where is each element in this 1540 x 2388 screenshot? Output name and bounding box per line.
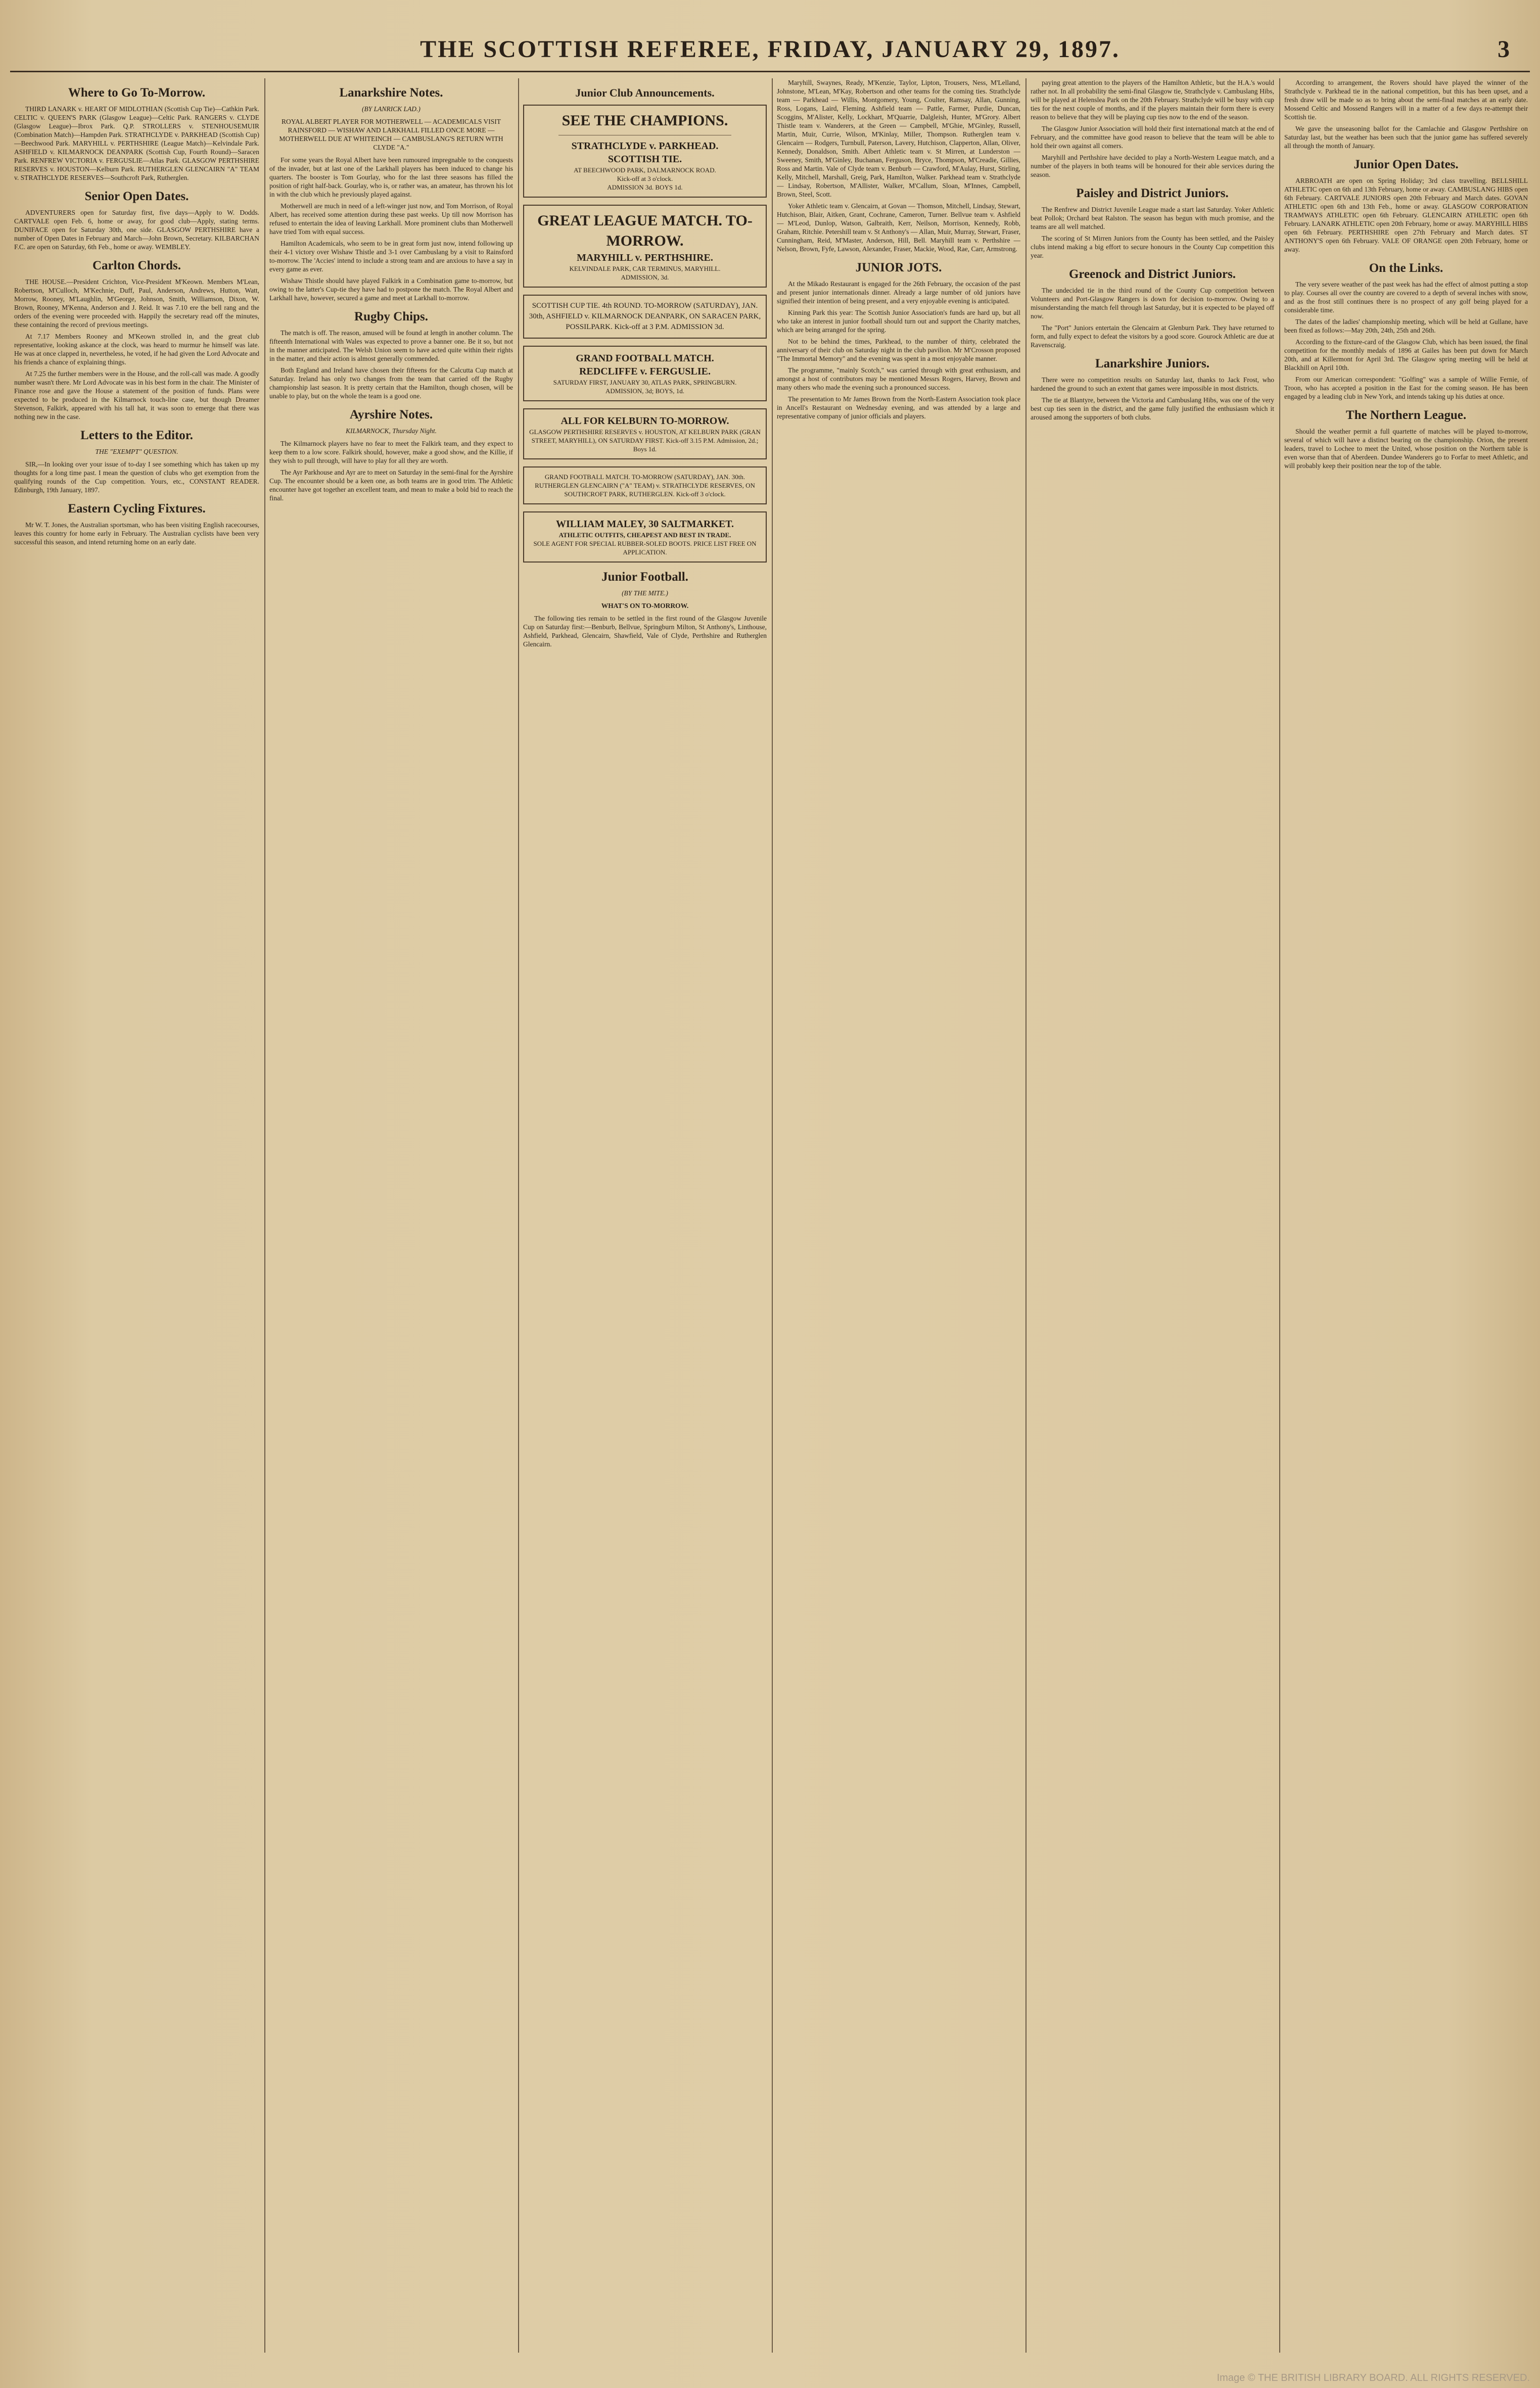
junior-football-lead: WHAT'S ON TO-MORROW.	[601, 602, 689, 610]
carlton-chords-body-3: At 7.25 the further members were in the House, and the roll-call was made. A goodly number wasn't there. Mr Lord Advocate was in his best form in the chair. The Minister of Finance rose and gave the House a statement of the position of funds. Plans were expected to be produced in the Kilmarnock touch-line case, but though Dreamer Stevenson, Falkirk, appeared with his tall hat, it was soon to emerge that there was nothing new in the case.	[14, 370, 259, 420]
advert-headline: GRAND FOOTBALL MATCH.	[576, 353, 714, 364]
advert-teams: STRATHCLYDE v. PARKHEAD.	[571, 141, 719, 152]
heading-carlton-chords: Carlton Chords.	[92, 259, 181, 272]
heading-senior-open-dates: Senior Open Dates.	[84, 190, 189, 203]
advert-text: GLASGOW PERTHSHIRE RESERVES v. HOUSTON, AT KELBURN PARK (GRAN STREET, MARYHILL), ON SATURDAY FIRST. Kick-off 3.15 P.M. Admission, 2d.; Boys 1d.	[529, 428, 761, 453]
advert-admission: ADMISSION 3d. BOYS 1d.	[607, 183, 683, 191]
eastern-cycling-body: Mr W. T. Jones, the Australian sportsman, who has been visiting English racecourses, leaves this country for home early in February. The Australian cyclists have been very successful this season, and intend returning home on an early date.	[14, 521, 259, 546]
column-6-body: According to arrangement, the Rovers should have played the winner of the Strathclyde v. Parkhead tie in the national competition, but this has been upset, and a fresh draw will be made so as to bring about the semi-final matches at an early date. Mossend Celtic and Mossend Rangers will in a matter of a few days re-attempt their Scottish tie.	[1284, 79, 1528, 121]
ayrshire-dateline: KILMARNOCK, Thursday Night.	[345, 427, 437, 435]
links-body: The very severe weather of the past week has had the effect of almost putting a stop to play. Courses all over the country are covered to a depth of several inches with snow, and as the frost still continues there is no prospect of any golf being played for a considerable time.	[1284, 280, 1528, 314]
carlton-chords-body: THE HOUSE.—President Crichton, Vice-President M'Keown. Members M'Lean, Robertson, M'Culloch, M'Kechnie, Duff, Paul, Anderson, Andrews, Hutton, Watt, Morrow, Rooney, M'Laughlin, M'George, Johnson, Smith, Williamson, Dixon, W. Brown, Rooney, M'Kenna, Anderson and J. Reid. It was 7.10 ere the bell rang and the orders of the evening were proceeded with. Happily the secretary read off the minutes, these containing the record of previous meetings.	[14, 278, 259, 329]
rugby-body: The match is off. The reason, amused will be found at length in another column. The fifteenth International with Wales was expected to prove a banner one. Be it so, but not in the manner anticipated. The Welsh Union seem to have acted quite within their rights in the matter, and their action is almost generally commended.	[269, 329, 513, 362]
column-separator	[1025, 78, 1026, 2353]
advert-venue: AT BEECHWOOD PARK, DALMARNOCK ROAD.	[574, 166, 716, 174]
junior-open-dates-body: ARBROATH are open on Spring Holiday; 3rd class travelling. BELLSHILL ATHLETIC open on 6th and 13th February, home or away. CAMBUSLANG HIBS open 6th February. CARTVALE JUNIORS open 20th February and March dates. GOVAN ATHLETIC open 6th and 13th Feb., home or away. GLASGOW CORPORATION TRAMWAYS ATHLETIC open 6th February. GLENCAIRN ATHLETIC open 6th February. LANARK ATHLETIC open 20th February, home or away. MARYHILL HIBS open 6th February. PERTHSHIRE open 27th February and March dates. ST ANTHONY'S open 6th February. VALE OF ORANGE open 20th February, home or away.	[1284, 177, 1528, 253]
advert-headline: SEE THE CHAMPIONS.	[562, 112, 728, 129]
column-separator	[772, 78, 773, 2353]
links-body-4: From our American correspondent: "Golfing" was a sample of Willie Fernie, of Troon, who has accepted a position in the East for the coming season. He has been engaged by a leading club in New York, and intends taking up his duties at once.	[1284, 376, 1528, 400]
column-6	[1284, 78, 1528, 2353]
heading-paisley-juniors: Paisley and District Juniors.	[1076, 186, 1229, 200]
advert-rutherglen	[523, 466, 767, 504]
masthead-rule	[10, 71, 1530, 72]
column-1	[14, 78, 259, 2353]
ayrshire-body-2: The Ayr Parkhouse and Ayr are to meet on Saturday in the semi-final for the Ayrshire Cup. The encounter should be a keen one, as both teams are in good trim. The Athletic encounter have got together an excellent team, and mean to make a bold bid to reach the final.	[269, 469, 513, 502]
team-lists: Maryhill, Swaynes, Ready, M'Kenzie, Taylor, Lipton, Trousers, Ness, M'Lelland, Johnstone, M'Lean, M'Kay, Robertson and other teams for the coming ties. Strathclyde team — Parkhead — Willis, Montgomery, Young, Coulter, Ramsay, Allan, Gunning, Ross, Logans, Laird, Fleming. Ashfield team — Pattle, Farmer, Purdie, Duncan, Scoggins, M'Alister, Kelly, Lockhart, M'Quarrie, Dalgleish, Hunter, M'Grory. Albert Thistle team v. Wanderers, at the Green — Campbell, M'Ghie, M'Ginley, Russell, Martin, Muir, Currie, Wilson, M'Kinlay, Miller, Thompson. Rutherglen team v. Glencairn — Rodgers, Turnbull, Paterson, Lavery, Hutchison, Clapperton, Allan, Oliver, Kennedy, Donaldson, Smith. Albert Athletic team v. St Mirren, at Lunderston — Sweeney, Smith, M'Ginley, Buchanan, Ferguson, Bryce, Thompson, M'Creadie, Gillies, Ross and Martin. Vale of Clyde team v. Benburb — Crawford, M'Aulay, Hurst, Stirling, Kelly, Mitchell, Marshall, Greig, Park, Hamilton, Walker. Parkhead team v. Strathclyde — Lindsay, Robertson, M'Allister, Walker, M'Callum, Sloan, M'Innes, Campbell, Brown, Steel, Scott.	[777, 79, 1020, 198]
lanarkshire-body-3: Hamilton Academicals, who seem to be in great form just now, intend following up their 4-1 victory over Wishaw Thistle and 3-1 over Cambuslang by a visit to Rainsford to-morrow. The 'Accies' intend to include a strong team and are anxious to have a say in every game as ever.	[269, 240, 513, 273]
column-separator	[1279, 78, 1280, 2353]
advert-venue: KELVINDALE PARK, CAR TERMINUS, MARYHILL.	[569, 265, 721, 272]
junior-football-byline: (BY THE MITE.)	[622, 589, 668, 597]
fixtures-list: THIRD LANARK v. HEART OF MIDLOTHIAN (Scottish Cup Tie)—Cathkin Park. CELTIC v. QUEEN'S PARK (Glasgow League)—Celtic Park. RANGERS v. CLYDE (Glasgow League)—Ibrox Park. Q.P. STROLLERS v. STENHOUSEMUIR (Combination Match)—Hampden Park. STRATHCLYDE v. PARKHEAD (Scottish Cup)—Beechwood Park. MARYHILL v. PERTHSHIRE (League Match)—Kelvindale Park. ASHFIELD v. KILMARNOCK DEANPARK (Scottish Cup, Fourth Round)—Saracen Park. RENFREW VICTORIA v. FERGUSLIE—Atlas Park. GLASGOW PERTHSHIRE RESERVES v. HOUSTON—Kelburn Park. RUTHERGLEN GLENCAIRN "A" TEAM v. STRATHCLYDE RESERVES—Southcroft Park, Rutherglen.	[14, 105, 259, 181]
greenock-body: The undecided tie in the third round of the County Cup competition between Volunteers and Port-Glasgow Rangers is down for decision to-morrow. Owing to a misunderstanding the match fell through last Saturday, but it is expected to be played off now.	[1031, 287, 1274, 320]
lanarkshire-body: For some years the Royal Albert have been rumoured impregnable to the conquests of the invader, but at last one of the Larkhall players has been induced to change his quarters. The booster is Tom Gourlay, who for the last three seasons has filled the position of right half-back. Gourlay, who is, or rather was, an amateur, has thrown his lot in with the club which he previously played against.	[269, 156, 513, 198]
advert-text: SOLE AGENT FOR SPECIAL RUBBER-SOLED BOOTS. PRICE LIST FREE ON APPLICATION.	[533, 540, 757, 556]
advert-headline: GREAT LEAGUE MATCH. TO-MORROW.	[537, 212, 753, 249]
column-5	[1031, 78, 1274, 2353]
advert-strathclyde-parkhead	[523, 105, 767, 198]
lanarkshire-body-4: Wishaw Thistle should have played Falkirk in a Combination game to-morrow, but owing to the latter's Cup-tie they have had to postpone the match. The Royal Albert and Larkhall have, however, secured a game and meet at Larkhall to-morrow.	[269, 277, 513, 302]
heading-junior-jots: JUNIOR JOTS.	[855, 261, 942, 274]
column-5-body-2: The Glasgow Junior Association will hold their first international match at the end of February, and the committee have good reason to believe that the team will be able to hold their own against all comers.	[1031, 125, 1274, 150]
advert-kelburn	[523, 408, 767, 459]
lanarkshire-juniors-body: There were no competition results on Saturday last, thanks to Jack Frost, who hardened the ground to such an extent that games were impossible in most districts.	[1031, 376, 1274, 392]
heading-rugby-chips: Rugby Chips.	[354, 310, 428, 323]
advert-teams: MARYHILL v. PERTHSHIRE.	[577, 252, 713, 263]
advert-ashfield-deanpark	[523, 295, 767, 339]
northern-league-body: Should the weather permit a full quartette of matches will be played to-morrow, several of which will have a distinct bearing on the championship. Orion, the present leaders, travel to Lochee to meet the United, whose position on the Northern table is even worse than that of Aberdeen. Dundee Wanderers go to Forfar to meet Athletic, and will probably keep their position near the top of the table.	[1284, 428, 1528, 470]
advert-time: Kick-off at 3 o'clock.	[617, 175, 673, 182]
paisley-body-2: The scoring of St Mirren Juniors from the County has been settled, and the Paisley clubs intend making a big effort to secure honours in the County Cup competition this year.	[1031, 235, 1274, 259]
junior-jots-body-3: Not to be behind the times, Parkhead, to the number of thirty, celebrated the anniversary of their club on Saturday night in the club pavilion. Mr M'Crosson proposed "The Immortal Memory" and the evening was spent in a most enjoyable manner.	[777, 338, 1020, 362]
team-lists-2: Yoker Athletic team v. Glencairn, at Govan — Thomson, Mitchell, Lindsay, Stewart, Hutchison, Blair, Aitken, Grant, Cochrane, Cameron, Turner. Bellvue team v. Ashfield — M'Leod, Dunlop, Watson, Galbraith, Kerr, Neilson, Morrison, Kennedy, Robb, Graham, Ritchie. Petershill team v. St Anthony's — Allan, Muir, Murray, Stewart, Fraser, Cunningham, Reid, M'Master, Anderson, Hill, Bell. Maryhill team v. Perthshire — Nelson, Brown, Fyfe, Lawson, Alexander, Fraser, Mackie, Wood, Rae, Carr, Armstrong.	[777, 202, 1020, 253]
advert-event: SCOTTISH TIE.	[608, 154, 682, 165]
lanarkshire-lead: ROYAL ALBERT PLAYER FOR MOTHERWELL — ACADEMICALS VISIT RAINSFORD — WISHAW AND LARKHALL FILLED ONCE MORE — MOTHERWELL DUE AT WHITEINCH — CAMBUSLANG'S RETURN WITH CLYDE "A."	[279, 118, 503, 151]
masthead	[0, 35, 1540, 76]
junior-football-body: The following ties remain to be settled in the first round of the Glasgow Juvenile Cup on Saturday first:—Benburb, Bellvue, Springburn Milton, St Anthony's, Linthouse, Ashfield, Parkhead, Glencairn, Shawfield, Vale of Clyde, Perthshire and Rutherglen Glencairn.	[523, 615, 767, 648]
column-6-body-2: We gave the unseasoning ballot for the Camlachie and Glasgow Perthshire on Saturday last, but the weather has been such that the junior game has suffered severely all through the month of January.	[1284, 125, 1528, 150]
greenock-body-2: The "Port" Juniors entertain the Glencairn at Glenburn Park. They have returned to form, and fully expect to defeat the visitors by a good score. Gourock Athletic are due at Ravenscraig.	[1031, 324, 1274, 349]
heading-junior-football: Junior Football.	[601, 570, 688, 584]
advert-teams: REDCLIFFE v. FERGUSLIE.	[579, 366, 711, 377]
advert-admission: ADMISSION, 3d.	[621, 273, 669, 281]
letter-subheading: THE "EXEMPT" QUESTION.	[95, 448, 178, 455]
junior-jots-body-2: Kinning Park this year: The Scottish Junior Association's funds are hard up, but all who take an interest in junior football should turn out and support the Charity matches, which are being arranged for the spring.	[777, 309, 1020, 334]
advert-subhead: ATHLETIC OUTFITS, CHEAPEST AND BEST IN TRADE.	[558, 531, 731, 539]
advert-redcliffe-ferguslie	[523, 346, 767, 401]
column-4	[777, 78, 1020, 2353]
carlton-chords-body-2: At 7.17 Members Rooney and M'Keown strolled in, and the great club representative, looking askance at the clock, was heard to murmur he himself was late. He was at once clapped in, nevertheless, he voted, if he had given the Lord Advocate and his friends a chance of explaining things.	[14, 333, 259, 366]
senior-open-dates-body: ADVENTURERS open for Saturday first, five days—Apply to W. Dodds. CARTVALE open Feb. 6, home or away, for good club—Apply, stating terms. DUNIFACE open for Saturday 30th, one side. GLASGOW PERTHSHIRE have a number of Open Dates in February and March—John Brown, Secretary. KILBARCHAN F.C. are open on Saturday, 6th Feb., home or away. WEMBLEY.	[14, 209, 259, 251]
lanarkshire-body-2: Motherwell are much in need of a left-winger just now, and Tom Morrison, of Royal Albert, has received some attention during these past weeks. Up till now Morrison has refused to entertain the idea of leaving Larkhall. More prominent clubs than Motherwell have tried Tom with equal success.	[269, 202, 513, 236]
advert-maryhill-perthshire	[523, 205, 767, 288]
page-number: 3	[1498, 36, 1510, 63]
junior-jots-body: At the Mikado Restaurant is engaged for the 26th February, the occasion of the past and present junior internationals dinner. Already a large number of old juniors have signified their intention of being present, and a very enjoyable evening is anticipated.	[777, 280, 1020, 305]
links-body-2: The dates of the ladies' championship meeting, which will be held at Gullane, have been fixed as follows:—May 20th, 24th, 25th and 26th.	[1284, 318, 1528, 334]
heading-greenock-juniors: Greenock and District Juniors.	[1068, 267, 1236, 281]
column-5-body-3: Maryhill and Perthshire have decided to play a North-Western League match, and a number of the players in both teams will be honoured for their able services during the season.	[1031, 154, 1274, 178]
masthead-title: THE SCOTTISH REFEREE, FRIDAY, JANUARY 29, 1897.	[420, 36, 1120, 63]
ayrshire-body: The Kilmarnock players have no fear to meet the Falkirk team, and they expect to keep them to a low score. Falkirk should, however, make a good show, and the Killie, if they wish to pull through, will have to play for all they are worth.	[269, 440, 513, 464]
heading-eastern-cycling: Eastern Cycling Fixtures.	[68, 502, 206, 516]
rugby-body-2: Both England and Ireland have chosen their fifteens for the Calcutta Cup match at Saturday. Ireland has only two changes from the team that carried off the Rugby championship last season. It is pretty certain that the Hamilton, though chosen, will be unable to play, but on the whole the team is a good one.	[269, 366, 513, 400]
heading-junior-open-dates: Junior Open Dates.	[1354, 158, 1459, 171]
heading-on-the-links: On the Links.	[1369, 261, 1443, 275]
advert-text: GRAND FOOTBALL MATCH. TO-MORROW (SATURDAY), JAN. 30th. RUTHERGLEN GLENCAIRN ("A" TEAM) v. STRATHCLYDE RESERVES, ON SOUTHCROFT PARK, RUTHERGLEN. Kick-off 3 o'clock.	[535, 473, 755, 498]
column-3	[523, 78, 767, 2353]
column-2	[269, 78, 513, 2353]
advert-text: SCOTTISH CUP TIE. 4th ROUND. TO-MORROW (SATURDAY), JAN. 30th, ASHFIELD v. KILMARNOCK DEANPARK, ON SARACEN PARK, POSSILPARK. Kick-off at 3 P.M. ADMISSION 3d.	[529, 302, 761, 331]
advert-headline: ALL FOR KELBURN TO-MORROW.	[561, 415, 729, 427]
links-body-3: According to the fixture-card of the Glasgow Club, which has been issued, the final competition for the monthly medals of 1896 at Gailes has been put down for March 20th, and at Killermont for April 3rd. The Glasgow spring meeting will be held at Blackhill on April 10th.	[1284, 338, 1528, 371]
heading-junior-announcements: Junior Club Announcements.	[575, 86, 715, 99]
heading-lanarkshire-juniors: Lanarkshire Juniors.	[1095, 357, 1209, 370]
advert-william-maley	[523, 511, 767, 563]
heading-northern-league: The Northern League.	[1345, 408, 1467, 422]
heading-lanarkshire-notes: Lanarkshire Notes.	[339, 86, 443, 100]
heading-letters-to-editor: Letters to the Editor.	[80, 429, 193, 442]
junior-jots-body-4: The programme, "mainly Scotch," was carried through with great enthusiasm, and amongst a host of contributors may be mentioned Messrs Rogers, Harvey, Brown and many others who made the evening such a pronounced success.	[777, 366, 1020, 391]
paisley-body: The Renfrew and District Juvenile League made a start last Saturday. Yoker Athletic beat Pollok; Orchard beat Ralston. The season has begun with much promise, and the teams are all well matched.	[1031, 206, 1274, 230]
advert-headline: WILLIAM MALEY, 30 SALTMARKET.	[555, 519, 734, 530]
image-credit: Image © THE BRITISH LIBRARY BOARD. ALL RIGHTS RESERVED.	[1217, 2372, 1530, 2383]
junior-jots-body-5: The presentation to Mr James Brown from the North-Eastern Association took place in Ancell's Restaurant on Wednesday evening, and was attended by a large and representative company of junior officials and players.	[777, 395, 1020, 420]
column-separator	[518, 78, 519, 2353]
heading-where-to-go: Where to Go To-Morrow.	[68, 86, 206, 100]
lanarkshire-juniors-body-2: The tie at Blantyre, between the Victoria and Cambuslang Hibs, was one of the very best cup ties seen in the district, and the game fully justified the enthusiasm which it aroused among the supporters of both clubs.	[1031, 396, 1274, 421]
advert-admission: ADMISSION, 3d; BOYS, 1d.	[605, 387, 685, 395]
column-separator	[264, 78, 265, 2353]
letter-body: SIR,—In looking over your issue of to-day I see something which has taken up my thoughts for a long time past. I mean the question of clubs who get exemption from the qualifying rounds of the Cup competition. Yours, etc., CONSTANT READER. Edinburgh, 19th January, 1897.	[14, 460, 259, 494]
lanarkshire-byline: (BY LANRICK LAD.)	[362, 105, 421, 113]
advert-venue: SATURDAY FIRST, JANUARY 30, ATLAS PARK, SPRINGBURN.	[553, 379, 737, 386]
heading-ayrshire-notes: Ayrshire Notes.	[349, 408, 433, 422]
column-5-body: paying great attention to the players of the Hamilton Athletic, but the H.A.'s would rather not. In all probability the semi-final Glasgow tie, Strathclyde v. Cambuslang Hibs, will be played at Helenslea Park on the 20th February. Strathclyde will be busy with cup ties for the next couple of months, and if the players maintain their form there is every reason to believe that they will be playing cup ties now to the end of the season.	[1031, 79, 1274, 121]
